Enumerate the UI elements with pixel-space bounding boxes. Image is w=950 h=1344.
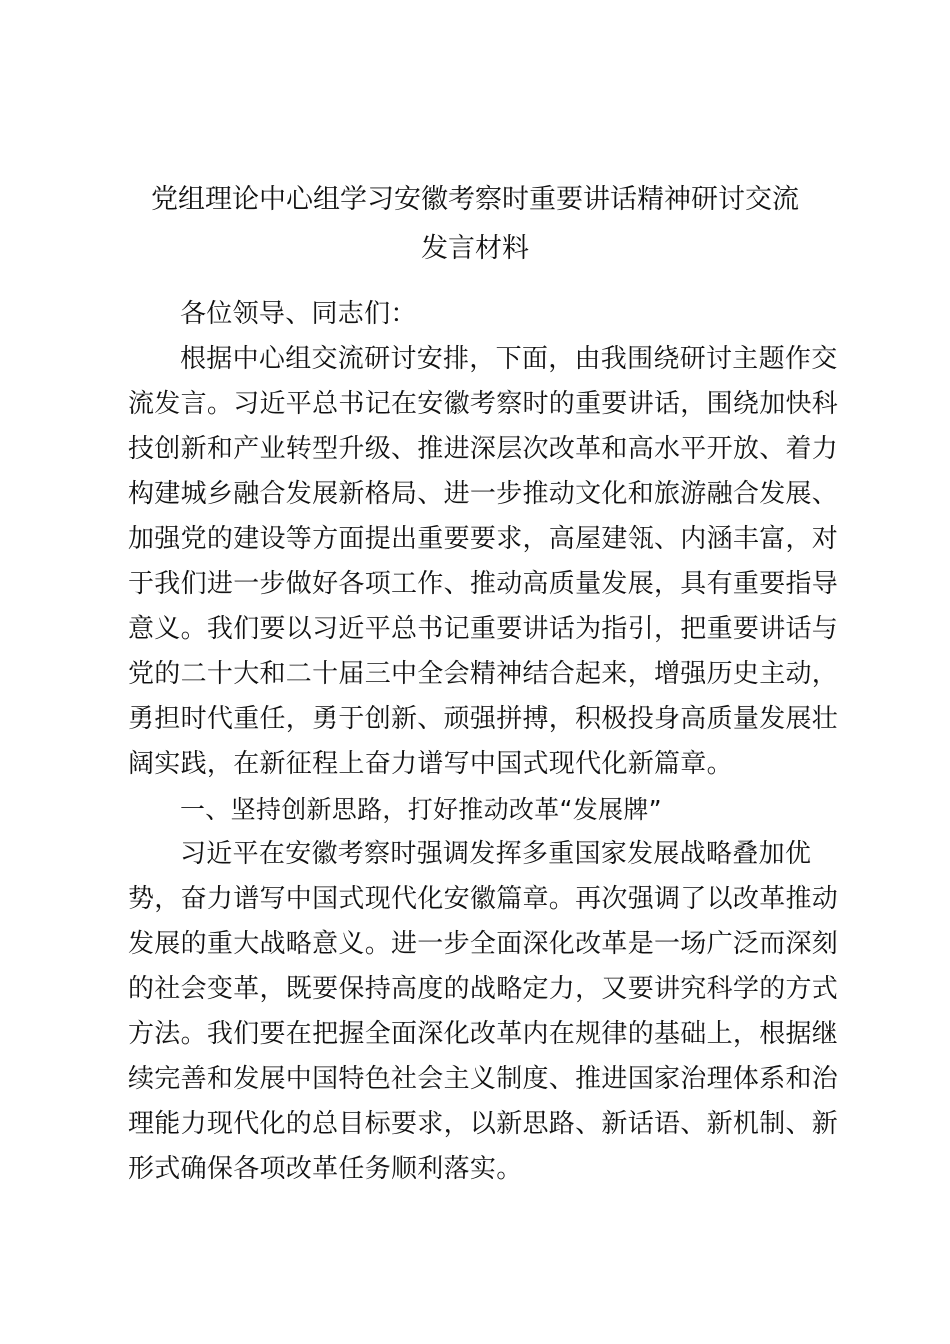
paragraph-2-line: 方法。我们要在把握全面深化改革内在规律的基础上，根据继 bbox=[128, 1019, 839, 1049]
section-heading-1: 一、坚持创新思路，打好推动改革“发展牌” bbox=[180, 795, 662, 824]
paragraph-1-line: 流发言。习近平总书记在安徽考察时的重要讲话，围绕加快科 bbox=[128, 389, 839, 419]
paragraph-1-line: 阔实践，在新征程上奋力谱写中国式现代化新篇章。 bbox=[128, 749, 733, 779]
paragraph-1-line: 加强党的建设等方面提出重要要求，高屋建瓴、内涵丰富，对 bbox=[128, 524, 839, 554]
paragraph-1-line: 技创新和产业转型升级、推进深层次改革和高水平开放、着力 bbox=[128, 434, 839, 464]
paragraph-2-line: 形式确保各项改革任务顺利落实。 bbox=[128, 1154, 523, 1184]
paragraph-2-line: 发展的重大战略意义。进一步全面深化改革是一场广泛而深刻 bbox=[128, 929, 839, 959]
paragraph-1-line: 意义。我们要以习近平总书记重要讲话为指引，把重要讲话与 bbox=[128, 614, 839, 644]
document-title-line-1: 党组理论中心组学习安徽考察时重要讲话精神研讨交流 bbox=[151, 184, 799, 215]
paragraph-1-line: 根据中心组交流研讨安排，下面，由我围绕研讨主题作交 bbox=[180, 344, 838, 374]
paragraph-2-line: 续完善和发展中国特色社会主义制度、推进国家治理体系和治 bbox=[128, 1064, 839, 1094]
paragraph-2-line: 的社会变革，既要保持高度的战略定力，又要讲究科学的方式 bbox=[128, 974, 839, 1004]
document-title-line-2: 发言材料 bbox=[421, 233, 529, 264]
paragraph-1 bbox=[128, 337, 839, 787]
paragraph-2 bbox=[128, 832, 839, 1192]
paragraph-1-line: 勇担时代重任，勇于创新、顽强拼搏，积极投身高质量发展壮 bbox=[128, 704, 839, 734]
paragraph-2-line: 势，奋力谱写中国式现代化安徽篇章。再次强调了以改革推动 bbox=[128, 884, 839, 914]
document-body bbox=[128, 292, 839, 1192]
paragraph-2-line: 习近平在安徽考察时强调发挥多重国家发展战略叠加优 bbox=[180, 839, 812, 869]
paragraph-1-line: 构建城乡融合发展新格局、进一步推动文化和旅游融合发展、 bbox=[128, 479, 839, 509]
paragraph-1-line: 党的二十大和二十届三中全会精神结合起来，增强历史主动， bbox=[128, 659, 839, 689]
salutation: 各位领导、同志们： bbox=[180, 299, 417, 329]
paragraph-1-line: 于我们进一步做好各项工作、推动高质量发展，具有重要指导 bbox=[128, 569, 839, 599]
paragraph-2-line: 理能力现代化的总目标要求，以新思路、新话语、新机制、新 bbox=[128, 1109, 839, 1139]
